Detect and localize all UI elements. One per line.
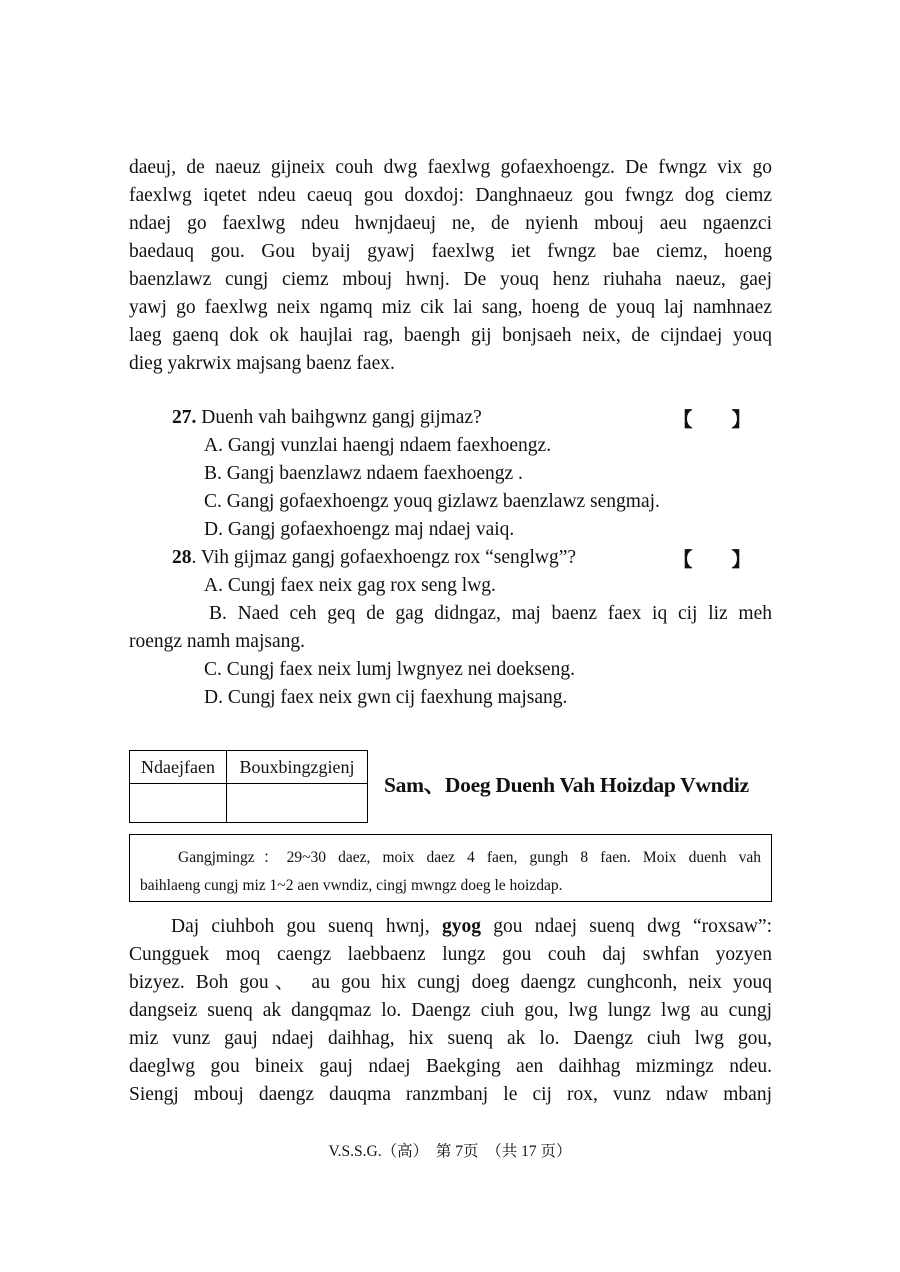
answer-bracket[interactable]: 【 】 — [673, 408, 752, 431]
grader-header: Bouxbingzgienj — [227, 751, 368, 784]
grader-cell[interactable] — [227, 784, 368, 823]
passage-text: Daj ciuhboh gou suenq hwnj, — [171, 916, 442, 937]
passage-line: daeuj, de naeuz gijneix couh dwg faexlwg gofaexhoengz. De fwngz vix go — [129, 157, 772, 178]
page-footer: V.S.S.G.（高） 第 7页 （共 17 页） — [328, 1143, 572, 1160]
section-title: Sam、Doeg Duenh Vah Hoizdap Vwndiz — [384, 773, 749, 797]
option-b-line: B. Naed ceh geq de gag didngaz, maj baenz faex iq cij liz meh — [209, 603, 772, 624]
passage-line: dangseiz suenq ak dangqmaz lo. Daengz ciuh gou, lwg lungz lwg au cungj — [129, 1000, 772, 1021]
score-header: Ndaejfaen — [130, 751, 227, 784]
instruction-line: Gangjmingz：29~30 daez, moix daez 4 faen, gungh 8 faen. Moix duenh vah — [178, 849, 761, 866]
question-text: . Vih gijmaz gangj gofaexhoengz rox “senglwg”? — [191, 547, 577, 568]
option-a: A. Gangj vunzlai haengj ndaem faexhoengz. — [204, 435, 552, 456]
passage-line: baedauq gou. Gou byaij gyawj faexlwg iet fwngz bae ciemz, hoeng — [129, 241, 772, 262]
option-c: C. Gangj gofaexhoengz youq gizlawz baenzlawz sengmaj. — [204, 491, 660, 512]
instruction-line: baihlaeng cungj miz 1~2 aen vwndiz, cingj mwngz doeg le hoizdap. — [140, 877, 563, 894]
option-a: A. Cungj faex neix gag rox seng lwg. — [204, 575, 496, 596]
passage-line: baenzlawz cungj ciemz mbouj hwnj. De youq henz riuhaha naeuz, gaej — [129, 269, 772, 290]
passage-line: Siengj mbouj daengz dauqma ranzmbanj le cij rox, vunz ndaw mbanj — [129, 1084, 772, 1105]
passage-top — [129, 154, 772, 378]
option-b-line: roengz namh majsang. — [129, 631, 305, 652]
passage-line: bizyez. Boh gou、 au gou hix cungj doeg daengz cunghconh, neix youq — [129, 972, 772, 993]
passage-line: daeglwg gou bineix gauj ndaej Baekging aen daihhag mizmingz ndeu. — [129, 1056, 772, 1077]
score-table — [129, 750, 368, 823]
answer-bracket[interactable]: 【 】 — [673, 548, 752, 571]
question-number: 27. — [172, 407, 197, 428]
passage-line: dieg yakrwix majsang baenz faex. — [129, 353, 395, 374]
passage-line: laeg gaenq dok ok haujlai rag, baengh gij bonjsaeh neix, de cijndaej youq — [129, 325, 772, 346]
instruction-box — [129, 834, 772, 902]
score-cell[interactable] — [130, 784, 227, 823]
passage-text: gou ndaej suenq dwg “roxsaw”: — [481, 916, 772, 937]
option-d: D. Cungj faex neix gwn cij faexhung majsang. — [204, 687, 568, 708]
passage-line: miz vunz gauj ndaej daihhag, hix suenq ak lo. Daengz ciuh lwg gou, — [129, 1028, 772, 1049]
option-b — [129, 600, 772, 656]
question-text: Duenh vah baihgwnz gangj gijmaz? — [196, 407, 482, 428]
passage-bottom — [129, 913, 772, 1109]
option-c: C. Cungj faex neix lumj lwgnyez nei doekseng. — [204, 659, 575, 680]
passage-line: faexlwg iqetet ndeu caeuq gou doxdoj: Danghnaeuz gou fwngz dog ciemz — [129, 185, 772, 206]
passage-line: Cungguek moq caengz laebbaenz lungz gou couh daj swhfan yozyen — [129, 944, 772, 965]
question-number: 28 — [172, 547, 192, 568]
bold-term: gyog — [442, 916, 481, 937]
option-d: D. Gangj gofaexhoengz maj ndaej vaiq. — [204, 519, 515, 540]
option-b: B. Gangj baenzlawz ndaem faexhoengz . — [204, 463, 523, 484]
passage-line — [129, 913, 772, 941]
passage-line: ndaej go faexlwg ndeu hwnjdaeuj ne, de nyienh mbouj aeu ngaenzci — [129, 213, 772, 234]
passage-line: yawj go faexlwg neix ngamq miz cik lai sang, hoeng de youq laj namhnaez — [129, 297, 772, 318]
